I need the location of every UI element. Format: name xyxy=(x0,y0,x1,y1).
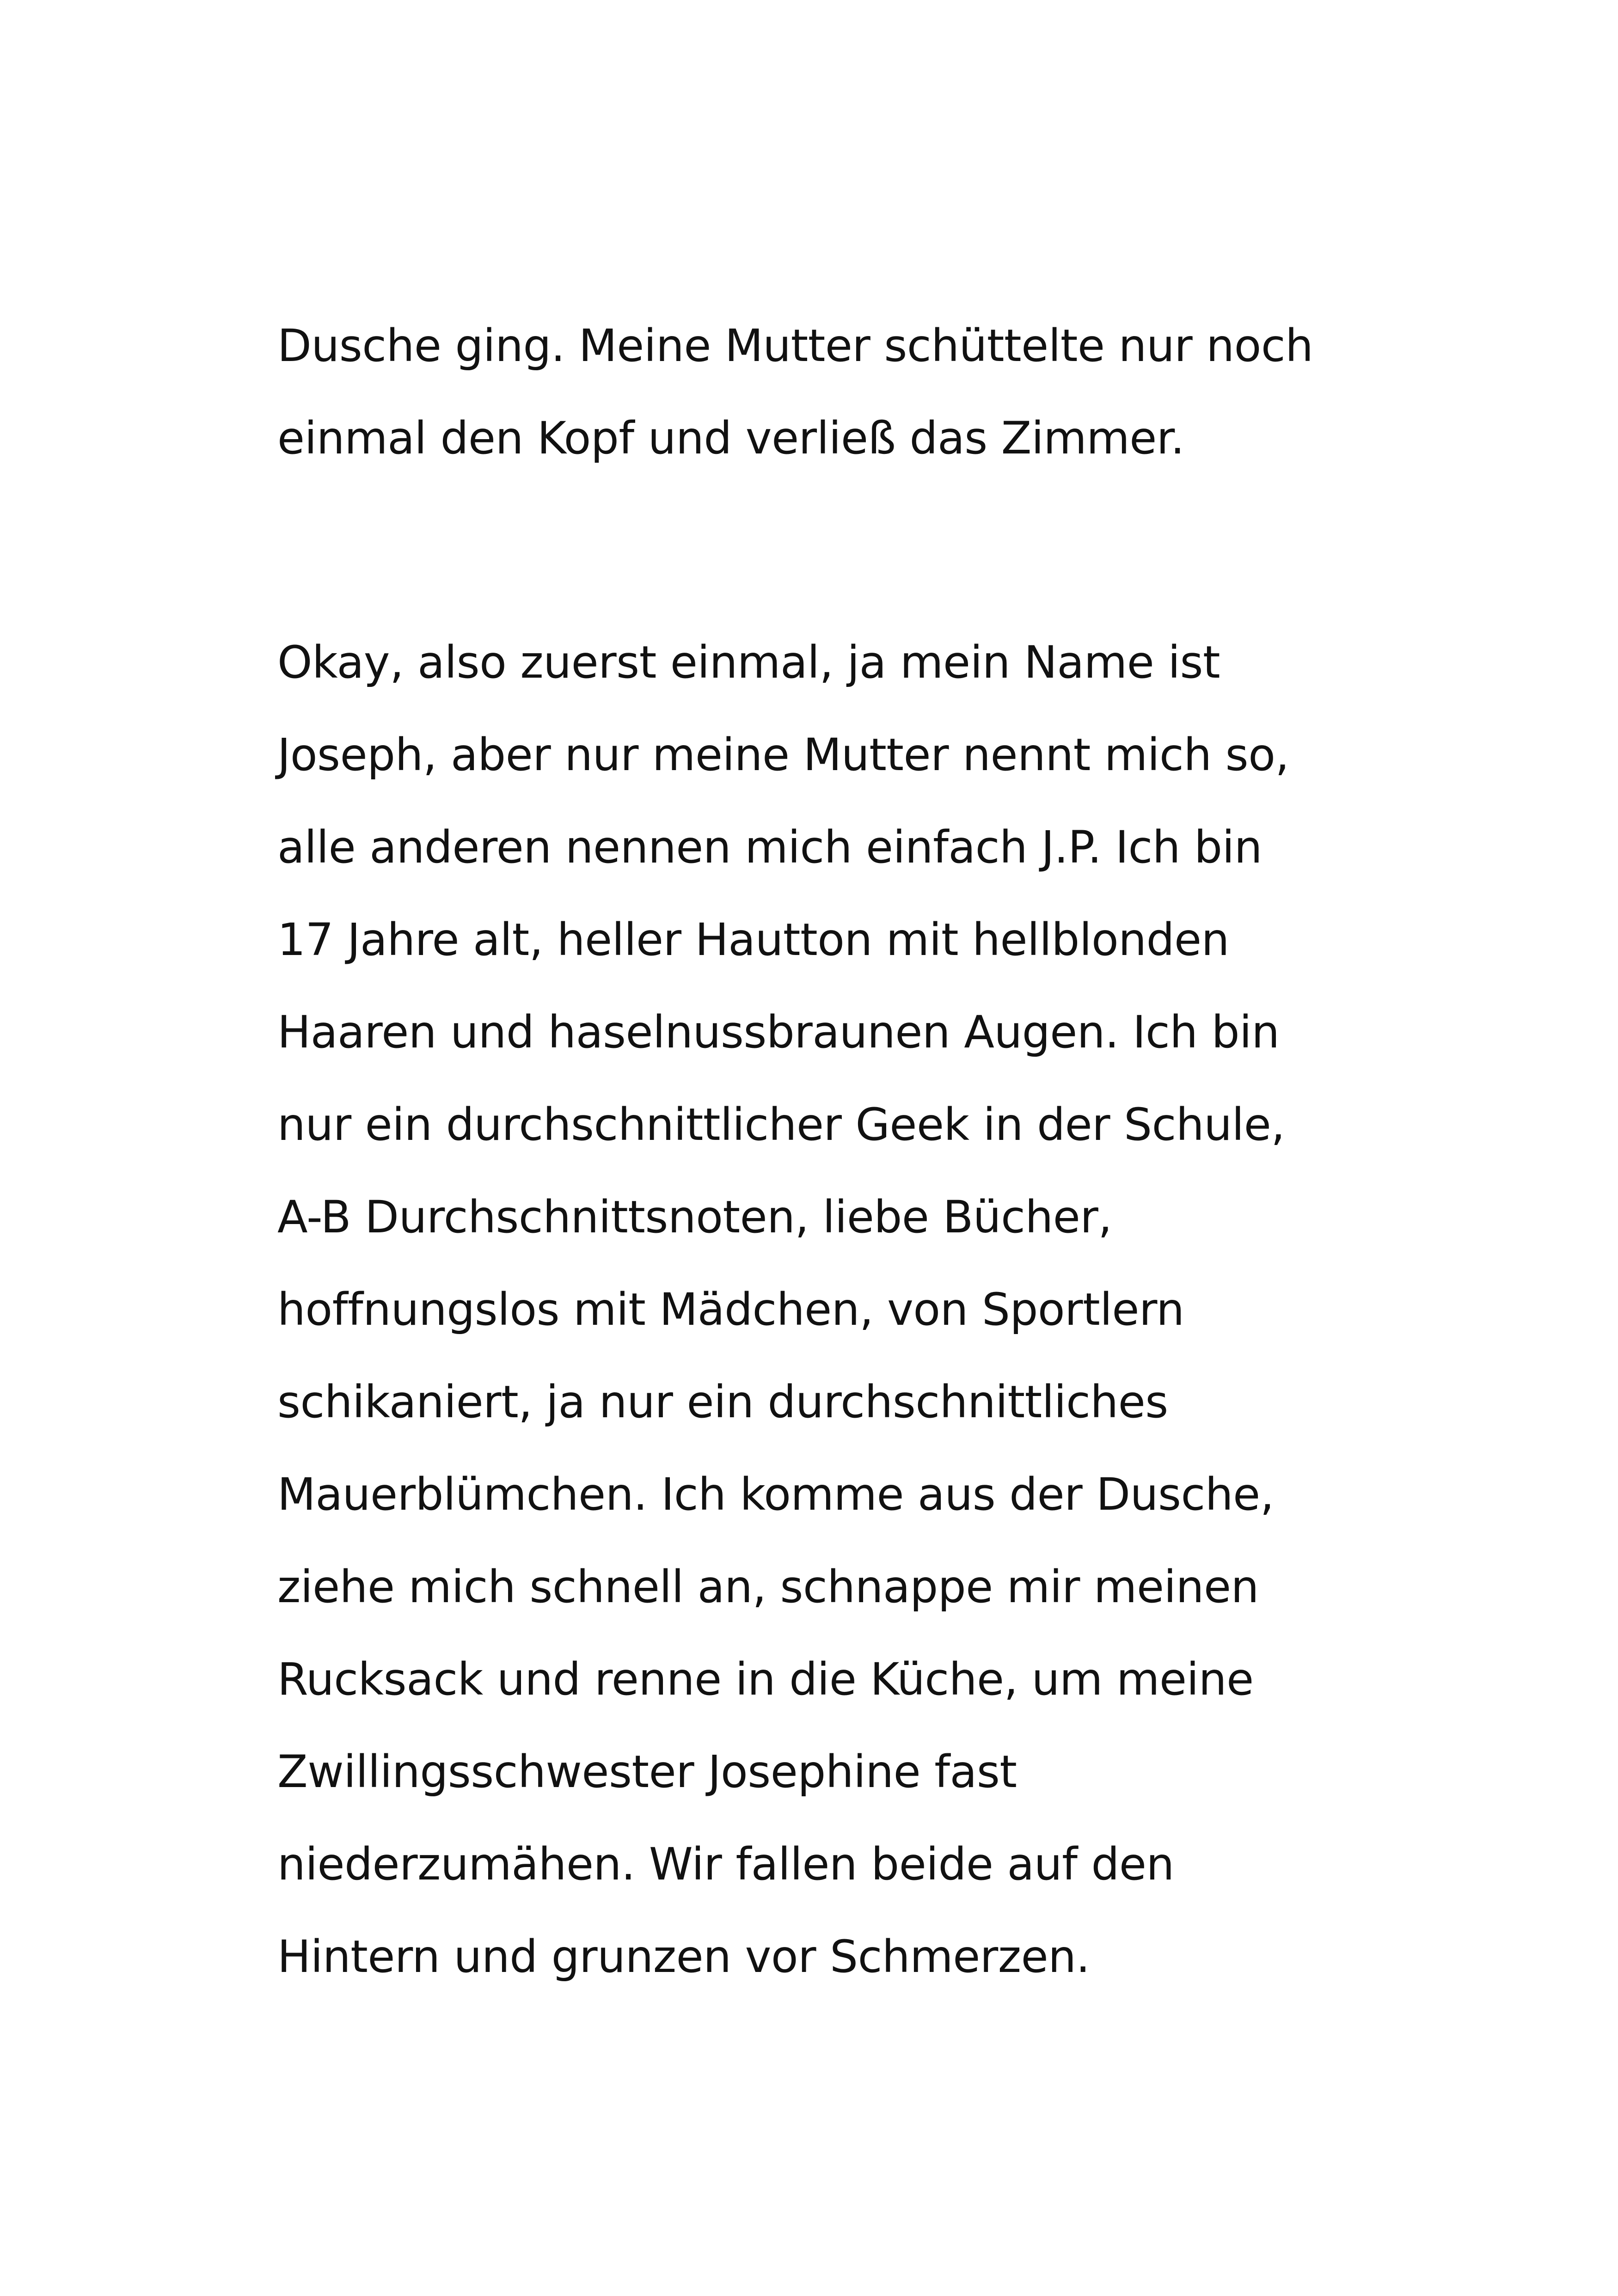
paragraph-2-line-5: Haaren und haselnussbraunen Augen. Ich bin xyxy=(277,1006,1280,1058)
paragraph-2-line-12: Rucksack und renne in die Küche, um meine xyxy=(277,1653,1254,1705)
paragraph-2-line-7: A-B Durchschnittsnoten, liebe Bücher, xyxy=(277,1191,1112,1243)
paragraph-2-line-9: schikaniert, ja nur ein durchschnittliches xyxy=(277,1376,1168,1428)
paragraph-2-line-1: Okay, also zuerst einmal, ja mein Name ist xyxy=(277,637,1220,688)
paragraph-2-line-6: nur ein durchschnittlicher Geek in der Schule, xyxy=(277,1099,1285,1151)
paragraph-2-line-13: Zwillingsschwester Josephine fast xyxy=(277,1746,1017,1798)
paragraph-2-line-2: Joseph, aber nur meine Mutter nennt mich so, xyxy=(277,729,1289,781)
paragraph-2-line-10: Mauerblümchen. Ich komme aus der Dusche, xyxy=(277,1469,1274,1520)
paragraph-2-line-8: hoffnungslos mit Mädchen, von Sportlern xyxy=(277,1284,1184,1335)
paragraph-1-line-1: Dusche ging. Meine Mutter schüttelte nur noch xyxy=(277,320,1313,372)
paragraph-2-line-14: niederzumähen. Wir fallen beide auf den xyxy=(277,1838,1174,1890)
paragraph-2-line-4: 17 Jahre alt, heller Hautton mit hellblonden xyxy=(277,914,1229,966)
paragraph-2-line-15: Hintern und grunzen vor Schmerzen. xyxy=(277,1931,1090,1983)
paragraph-1-line-2: einmal den Kopf und verließ das Zimmer. xyxy=(277,412,1184,464)
paragraph-2-line-11: ziehe mich schnell an, schnappe mir meinen xyxy=(277,1561,1259,1613)
paragraph-2-line-3: alle anderen nennen mich einfach J.P. Ich bin xyxy=(277,821,1263,873)
